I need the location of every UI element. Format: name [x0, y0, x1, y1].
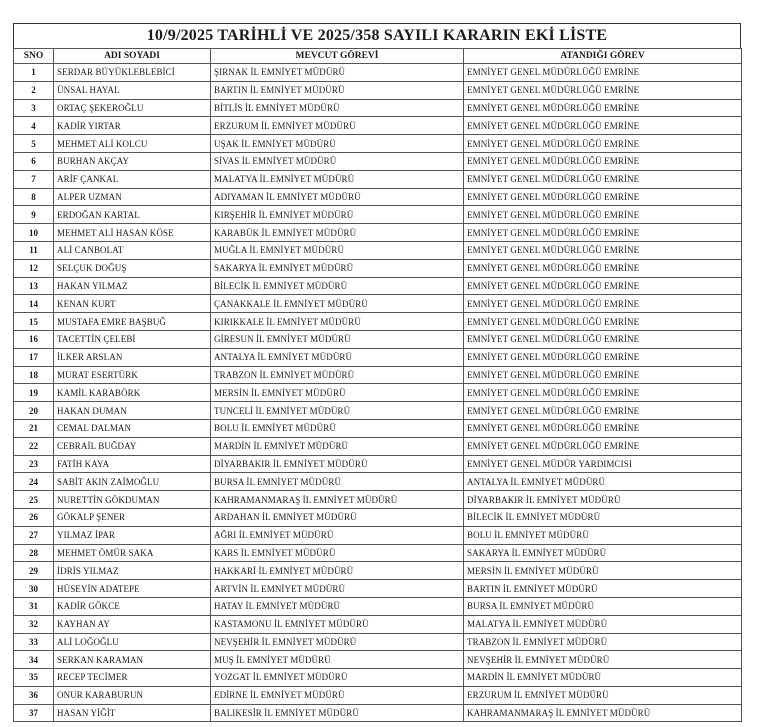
row-name: ALİ LOĞOĞLU	[54, 633, 211, 651]
row-assigned-post: EMNİYET GENEL MÜDÜRLÜĞÜ EMRİNE	[464, 295, 742, 313]
table-row	[14, 188, 742, 206]
row-current-post: SİVAS İL EMNİYET MÜDÜRÜ	[211, 152, 464, 170]
row-current-post: BARTIN İL EMNİYET MÜDÜRÜ	[211, 81, 464, 99]
row-name: HÜSEYİN ADATEPE	[54, 580, 211, 598]
row-current-post: KIRŞEHİR İL EMNİYET MÜDÜRÜ	[211, 206, 464, 224]
row-current-post: KASTAMONU İL EMNİYET MÜDÜRÜ	[211, 615, 464, 633]
row-name: FATİH KAYA	[54, 455, 211, 473]
table-row	[14, 544, 742, 562]
row-name: YILMAZ İPAR	[54, 526, 211, 544]
row-name: MUSTAFA EMRE BAŞBUĞ	[54, 313, 211, 331]
table-row	[14, 99, 742, 117]
row-assigned-post: EMNİYET GENEL MÜDÜRLÜĞÜ EMRİNE	[464, 206, 742, 224]
row-current-post: AĞRI İL EMNİYET MÜDÜRÜ	[211, 526, 464, 544]
row-assigned-post: EMNİYET GENEL MÜDÜRLÜĞÜ EMRİNE	[464, 348, 742, 366]
row-current-post: ARDAHAN İL EMNİYET MÜDÜRÜ	[211, 508, 464, 526]
row-current-post: ÇANAKKALE İL EMNİYET MÜDÜRÜ	[211, 295, 464, 313]
table-row	[14, 117, 742, 135]
row-name: MEHMET ALİ HASAN KÖSE	[54, 224, 211, 242]
row-sno: 18	[14, 366, 54, 384]
row-assigned-post: EMNİYET GENEL MÜDÜRLÜĞÜ EMRİNE	[464, 81, 742, 99]
row-current-post: MALATYA İL EMNİYET MÜDÜRÜ	[211, 170, 464, 188]
table-row	[14, 437, 742, 455]
header-assigned-post: ATANDIĞI GÖREV	[464, 49, 742, 64]
row-name: MEHMET ÖMÜR SAKA	[54, 544, 211, 562]
row-assigned-post: EMNİYET GENEL MÜDÜRLÜĞÜ EMRİNE	[464, 152, 742, 170]
row-current-post: YOZGAT İL EMNİYET MÜDÜRÜ	[211, 669, 464, 687]
row-sno: 37	[14, 704, 54, 722]
row-sno: 4	[14, 117, 54, 135]
row-name: CEBRAİL BUĞDAY	[54, 437, 211, 455]
row-assigned-post: BURSA İL EMNİYET MÜDÜRÜ	[464, 597, 742, 615]
table-row	[14, 704, 742, 722]
row-sno: 26	[14, 508, 54, 526]
row-sno: 13	[14, 277, 54, 295]
row-current-post: KARABÜK İL EMNİYET MÜDÜRÜ	[211, 224, 464, 242]
table-row	[14, 491, 742, 509]
row-assigned-post: EMNİYET GENEL MÜDÜRLÜĞÜ EMRİNE	[464, 64, 742, 82]
table-row	[14, 651, 742, 669]
table-row	[14, 152, 742, 170]
row-name: HAKAN YILMAZ	[54, 277, 211, 295]
row-sno: 16	[14, 330, 54, 348]
row-name: SABİT AKIN ZAİMOĞLU	[54, 473, 211, 491]
row-name: KAYHAN AY	[54, 615, 211, 633]
row-current-post: TRABZON İL EMNİYET MÜDÜRÜ	[211, 366, 464, 384]
row-sno: 32	[14, 615, 54, 633]
row-current-post: HATAY İL EMNİYET MÜDÜRÜ	[211, 597, 464, 615]
table-row	[14, 384, 742, 402]
row-assigned-post: BARTIN İL EMNİYET MÜDÜRÜ	[464, 580, 742, 598]
row-sno: 34	[14, 651, 54, 669]
header-current-post: MEVCUT GÖREVİ	[211, 49, 464, 64]
row-assigned-post: MERSİN İL EMNİYET MÜDÜRÜ	[464, 562, 742, 580]
list-title: 10/9/2025 TARİHLİ VE 2025/358 SAYILI KARARIN EKİ LİSTE	[13, 23, 741, 48]
row-current-post: BURSA İL EMNİYET MÜDÜRÜ	[211, 473, 464, 491]
row-assigned-post: EMNİYET GENEL MÜDÜRLÜĞÜ EMRİNE	[464, 330, 742, 348]
row-name: İDRİS YILMAZ	[54, 562, 211, 580]
row-name: CEMAL DALMAN	[54, 419, 211, 437]
table-row	[14, 64, 742, 82]
row-assigned-post: ERZURUM İL EMNİYET MÜDÜRÜ	[464, 686, 742, 704]
row-assigned-post: SAKARYA İL EMNİYET MÜDÜRÜ	[464, 544, 742, 562]
table-row	[14, 455, 742, 473]
table-row	[14, 206, 742, 224]
row-name: RECEP TECİMER	[54, 669, 211, 687]
row-name: SERDAR BÜYÜKLEBLEBİCİ	[54, 64, 211, 82]
row-assigned-post: EMNİYET GENEL MÜDÜRLÜĞÜ EMRİNE	[464, 277, 742, 295]
row-sno: 23	[14, 455, 54, 473]
row-current-post: SAKARYA İL EMNİYET MÜDÜRÜ	[211, 259, 464, 277]
row-sno: 20	[14, 402, 54, 420]
row-current-post: HAKKARİ İL EMNİYET MÜDÜRÜ	[211, 562, 464, 580]
row-assigned-post: EMNİYET GENEL MÜDÜRLÜĞÜ EMRİNE	[464, 384, 742, 402]
row-name: NURETTİN GÖKDUMAN	[54, 491, 211, 509]
row-sno: 11	[14, 241, 54, 259]
row-current-post: NEVŞEHİR İL EMNİYET MÜDÜRÜ	[211, 633, 464, 651]
table-row	[14, 580, 742, 598]
row-assigned-post: EMNİYET GENEL MÜDÜRLÜĞÜ EMRİNE	[464, 366, 742, 384]
row-sno: 21	[14, 419, 54, 437]
table-row	[14, 508, 742, 526]
row-name: SELÇUK DOĞUŞ	[54, 259, 211, 277]
table-body	[14, 64, 742, 722]
row-current-post: BİLECİK İL EMNİYET MÜDÜRÜ	[211, 277, 464, 295]
table-header-row	[14, 49, 742, 64]
row-name: TACETTİN ÇELEBİ	[54, 330, 211, 348]
row-current-post: EDİRNE İL EMNİYET MÜDÜRÜ	[211, 686, 464, 704]
row-name: KADİR GÖKCE	[54, 597, 211, 615]
row-assigned-post: EMNİYET GENEL MÜDÜRLÜĞÜ EMRİNE	[464, 259, 742, 277]
header-name: ADI SOYADI	[54, 49, 211, 64]
row-name: KADİR YIRTAR	[54, 117, 211, 135]
row-assigned-post: EMNİYET GENEL MÜDÜRLÜĞÜ EMRİNE	[464, 170, 742, 188]
row-current-post: UŞAK İL EMNİYET MÜDÜRÜ	[211, 135, 464, 153]
row-assigned-post: EMNİYET GENEL MÜDÜRLÜĞÜ EMRİNE	[464, 99, 742, 117]
row-name: BURHAN AKÇAY	[54, 152, 211, 170]
row-assigned-post: MARDİN İL EMNİYET MÜDÜRÜ	[464, 669, 742, 687]
row-current-post: TUNCELİ İL EMNİYET MÜDÜRÜ	[211, 402, 464, 420]
table-row	[14, 295, 742, 313]
row-name: KAMİL KARABÖRK	[54, 384, 211, 402]
row-assigned-post: KAHRAMANMARAŞ İL EMNİYET MÜDÜRÜ	[464, 704, 742, 722]
table-row	[14, 402, 742, 420]
row-current-post: BOLU İL EMNİYET MÜDÜRÜ	[211, 419, 464, 437]
table-row	[14, 259, 742, 277]
row-name: ONUR KARABURUN	[54, 686, 211, 704]
table-row	[14, 366, 742, 384]
row-sno: 31	[14, 597, 54, 615]
row-assigned-post: NEVŞEHİR İL EMNİYET MÜDÜRÜ	[464, 651, 742, 669]
row-assigned-post: DİYARBAKIR İL EMNİYET MÜDÜRÜ	[464, 491, 742, 509]
row-name: HAKAN DUMAN	[54, 402, 211, 420]
row-current-post: KAHRAMANMARAŞ İL EMNİYET MÜDÜRÜ	[211, 491, 464, 509]
document-page	[13, 23, 741, 722]
row-sno: 6	[14, 152, 54, 170]
row-assigned-post: ANTALYA İL EMNİYET MÜDÜRÜ	[464, 473, 742, 491]
row-sno: 12	[14, 259, 54, 277]
row-sno: 27	[14, 526, 54, 544]
row-name: MEHMET ALİ KOLCU	[54, 135, 211, 153]
row-current-post: MUĞLA İL EMNİYET MÜDÜRÜ	[211, 241, 464, 259]
table-row	[14, 330, 742, 348]
row-assigned-post: TRABZON İL EMNİYET MÜDÜRÜ	[464, 633, 742, 651]
row-assigned-post: EMNİYET GENEL MÜDÜRLÜĞÜ EMRİNE	[464, 224, 742, 242]
row-name: HASAN YİĞİT	[54, 704, 211, 722]
row-current-post: BALIKESİR İL EMNİYET MÜDÜRÜ	[211, 704, 464, 722]
table-row	[14, 224, 742, 242]
table-row	[14, 633, 742, 651]
row-sno: 30	[14, 580, 54, 598]
row-current-post: MARDİN İL EMNİYET MÜDÜRÜ	[211, 437, 464, 455]
table-row	[14, 473, 742, 491]
row-name: İLKER ARSLAN	[54, 348, 211, 366]
row-current-post: ANTALYA İL EMNİYET MÜDÜRÜ	[211, 348, 464, 366]
table-row	[14, 277, 742, 295]
table-row	[14, 526, 742, 544]
row-sno: 10	[14, 224, 54, 242]
row-sno: 15	[14, 313, 54, 331]
row-sno: 9	[14, 206, 54, 224]
row-current-post: KARS İL EMNİYET MÜDÜRÜ	[211, 544, 464, 562]
row-sno: 29	[14, 562, 54, 580]
row-sno: 2	[14, 81, 54, 99]
row-name: ERDOĞAN KARTAL	[54, 206, 211, 224]
row-current-post: KIRIKKALE İL EMNİYET MÜDÜRÜ	[211, 313, 464, 331]
table-row	[14, 313, 742, 331]
row-assigned-post: EMNİYET GENEL MÜDÜRLÜĞÜ EMRİNE	[464, 117, 742, 135]
row-assigned-post: EMNİYET GENEL MÜDÜRLÜĞÜ EMRİNE	[464, 313, 742, 331]
row-sno: 33	[14, 633, 54, 651]
appointment-table	[13, 48, 742, 722]
table-row	[14, 170, 742, 188]
row-sno: 19	[14, 384, 54, 402]
row-assigned-post: MALATYA İL EMNİYET MÜDÜRÜ	[464, 615, 742, 633]
table-row	[14, 419, 742, 437]
row-sno: 22	[14, 437, 54, 455]
row-sno: 28	[14, 544, 54, 562]
row-current-post: ADIYAMAN İL EMNİYET MÜDÜRÜ	[211, 188, 464, 206]
row-assigned-post: EMNİYET GENEL MÜDÜRLÜĞÜ EMRİNE	[464, 135, 742, 153]
table-row	[14, 669, 742, 687]
row-sno: 7	[14, 170, 54, 188]
row-current-post: DİYARBAKIR İL EMNİYET MÜDÜRÜ	[211, 455, 464, 473]
row-current-post: ARTVİN İL EMNİYET MÜDÜRÜ	[211, 580, 464, 598]
row-assigned-post: BİLECİK İL EMNİYET MÜDÜRÜ	[464, 508, 742, 526]
table-row	[14, 615, 742, 633]
row-name: ÜNSAL HAYAL	[54, 81, 211, 99]
row-current-post: ERZURUM İL EMNİYET MÜDÜRÜ	[211, 117, 464, 135]
header-sno: SNO	[14, 49, 54, 64]
row-assigned-post: BOLU İL EMNİYET MÜDÜRÜ	[464, 526, 742, 544]
row-name: MURAT ESERTÜRK	[54, 366, 211, 384]
row-sno: 5	[14, 135, 54, 153]
row-current-post: ŞIRNAK İL EMNİYET MÜDÜRÜ	[211, 64, 464, 82]
table-row	[14, 597, 742, 615]
row-assigned-post: EMNİYET GENEL MÜDÜR YARDIMCISI	[464, 455, 742, 473]
row-sno: 25	[14, 491, 54, 509]
row-sno: 14	[14, 295, 54, 313]
row-current-post: GİRESUN İL EMNİYET MÜDÜRÜ	[211, 330, 464, 348]
row-sno: 17	[14, 348, 54, 366]
row-current-post: BİTLİS İL EMNİYET MÜDÜRÜ	[211, 99, 464, 117]
row-name: GÖKALP ŞENER	[54, 508, 211, 526]
table-row	[14, 348, 742, 366]
row-assigned-post: EMNİYET GENEL MÜDÜRLÜĞÜ EMRİNE	[464, 437, 742, 455]
row-name: KENAN KURT	[54, 295, 211, 313]
table-row	[14, 241, 742, 259]
table-row	[14, 686, 742, 704]
row-name: ALPER UZMAN	[54, 188, 211, 206]
row-current-post: MUŞ İL EMNİYET MÜDÜRÜ	[211, 651, 464, 669]
row-name: SERKAN KARAMAN	[54, 651, 211, 669]
table-row	[14, 81, 742, 99]
row-sno: 8	[14, 188, 54, 206]
row-sno: 36	[14, 686, 54, 704]
row-sno: 1	[14, 64, 54, 82]
row-name: ARİF ÇANKAL	[54, 170, 211, 188]
row-sno: 35	[14, 669, 54, 687]
table-row	[14, 562, 742, 580]
row-sno: 24	[14, 473, 54, 491]
row-current-post: MERSİN İL EMNİYET MÜDÜRÜ	[211, 384, 464, 402]
table-row	[14, 135, 742, 153]
row-assigned-post: EMNİYET GENEL MÜDÜRLÜĞÜ EMRİNE	[464, 419, 742, 437]
row-assigned-post: EMNİYET GENEL MÜDÜRLÜĞÜ EMRİNE	[464, 402, 742, 420]
row-sno: 3	[14, 99, 54, 117]
row-assigned-post: EMNİYET GENEL MÜDÜRLÜĞÜ EMRİNE	[464, 241, 742, 259]
row-assigned-post: EMNİYET GENEL MÜDÜRLÜĞÜ EMRİNE	[464, 188, 742, 206]
row-name: ORTAÇ ŞEKEROĞLU	[54, 99, 211, 117]
row-name: ALİ CANBOLAT	[54, 241, 211, 259]
